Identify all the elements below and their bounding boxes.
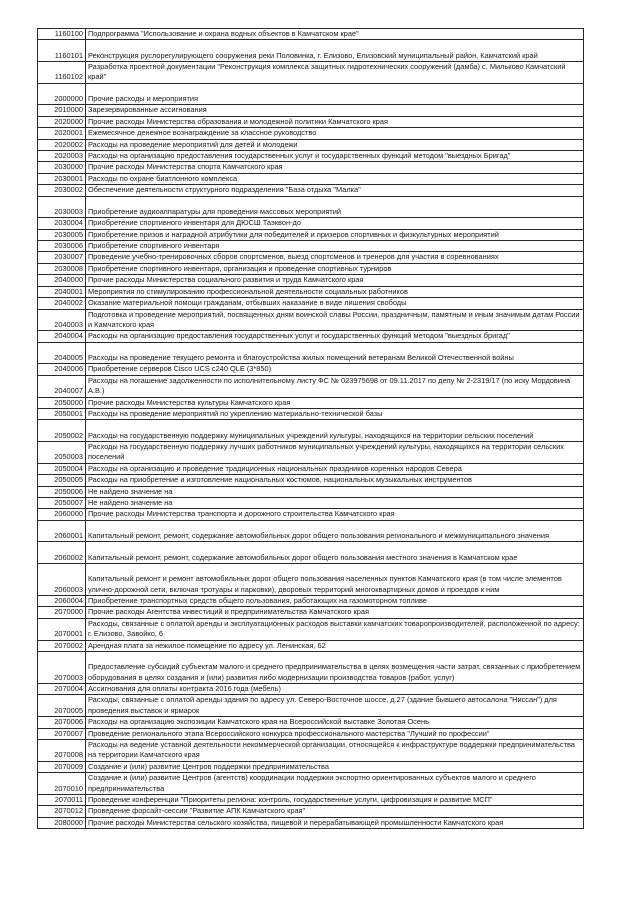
row-description: Создание и (или) развитие Центров поддержки предпринимательства: [86, 761, 584, 772]
row-code: 2030004: [38, 218, 86, 229]
row-code: 2050003: [38, 441, 86, 463]
row-code: 2070007: [38, 728, 86, 739]
table-row: [38, 486, 584, 497]
table-row: [38, 218, 584, 229]
row-description: Расходы на погашение задолженности по исполнительному листу ФС № 023975698 от 09.11.2017 по делу № 2-2319/17 (по иску Мордовина А.В.): [86, 375, 584, 397]
row-code: 2000000: [38, 83, 86, 105]
row-code: 2040006: [38, 364, 86, 375]
row-description: Приобретение спортивного инвентаря для ДЮСШ Таэквон-до: [86, 218, 584, 229]
row-code: 2070009: [38, 761, 86, 772]
table-row: [38, 761, 584, 772]
row-description: Подпрограмма "Использование и охрана водных объектов в Камчатском крае": [86, 29, 584, 40]
row-code: 2070003: [38, 652, 86, 684]
row-description: Прочие расходы Агентства инвестиций и предпринимательства Камчатского края: [86, 607, 584, 618]
row-description: Не найдено значение на: [86, 486, 584, 497]
row-description: Ежемесячное денежное вознаграждение за классное руководство: [86, 128, 584, 139]
table-row: [38, 595, 584, 606]
row-description: Разработка проектной документации "Реконструкция комплекса защитных гидротехнических сооружений (дамба) с. Мильково Камчатский край": [86, 62, 584, 84]
table-row: [38, 773, 584, 795]
row-code: 2020000: [38, 116, 86, 127]
row-description: Проведение регионального этапа Всероссийского конкурса профессионального мастерства "Лучший по профессии": [86, 728, 584, 739]
row-description: Проведение конференции "Приоритеты региона: контроль, государственные услуги, цифровизация и развитие МСП": [86, 795, 584, 806]
table-row: [38, 286, 584, 297]
table-row: [38, 817, 584, 828]
table-row: [38, 151, 584, 162]
table-row: [38, 497, 584, 508]
row-code: 2030002: [38, 185, 86, 196]
row-code: 2030007: [38, 252, 86, 263]
table-row: [38, 618, 584, 640]
row-description: Приобретение спортивного инвентаря, организация и проведение спортивных турниров: [86, 263, 584, 274]
row-code: 2050002: [38, 420, 86, 442]
row-code: 2040007: [38, 375, 86, 397]
row-code: 2030008: [38, 263, 86, 274]
row-code: 2070001: [38, 618, 86, 640]
row-code: 2030005: [38, 229, 86, 240]
table-row: [38, 331, 584, 342]
row-description: Прочие расходы Министерства сельского хозяйства, пищевой и перерабатывающей промышленности Камчатского края: [86, 817, 584, 828]
table-row: [38, 420, 584, 442]
table-row: [38, 542, 584, 564]
table-row: [38, 364, 584, 375]
row-code: 2070012: [38, 806, 86, 817]
row-code: 2020003: [38, 151, 86, 162]
table-row: [38, 806, 584, 817]
row-code: 2040004: [38, 331, 86, 342]
table-row: [38, 252, 584, 263]
row-code: 2040001: [38, 286, 86, 297]
table-row: [38, 263, 584, 274]
table-row: [38, 695, 584, 717]
table-row: [38, 275, 584, 286]
table-row: [38, 563, 584, 595]
row-description: Прочие расходы Министерства культуры Камчатского края: [86, 397, 584, 408]
table-row: [38, 128, 584, 139]
row-code: 2070005: [38, 695, 86, 717]
table-row: [38, 740, 584, 762]
row-code: 2030006: [38, 241, 86, 252]
row-code: 2050004: [38, 463, 86, 474]
table-row: [38, 342, 584, 364]
row-code: 2060003: [38, 563, 86, 595]
table-row: [38, 795, 584, 806]
row-description: Расходы по охране биатлонного комплекса: [86, 173, 584, 184]
row-description: Капитальный ремонт, ремонт, содержание автомобильных дорог общего пользования местного значения в Камчатском крае: [86, 542, 584, 564]
row-code: 2070010: [38, 773, 86, 795]
table-row: [38, 162, 584, 173]
table-row: [38, 196, 584, 218]
table-row: [38, 139, 584, 150]
table-row: [38, 29, 584, 40]
table-row: [38, 375, 584, 397]
table-row: [38, 475, 584, 486]
row-code: 2040002: [38, 298, 86, 309]
row-description: Приобретение транспортных средств общего пользования, работающих на газомоторном топливе: [86, 595, 584, 606]
row-code: 2010000: [38, 105, 86, 116]
row-description: Капитальный ремонт, ремонт, содержание автомобильных дорог общего пользования регионального и межмуниципального значения: [86, 520, 584, 542]
row-code: 2050006: [38, 486, 86, 497]
table-row: [38, 652, 584, 684]
table-row: [38, 684, 584, 695]
row-description: Прочие расходы и мероприятия: [86, 83, 584, 105]
row-code: 1160102: [38, 62, 86, 84]
row-code: 1160101: [38, 40, 86, 62]
row-description: Реконструкция руслорегулирующего сооружения реки Половинка, г. Елизово, Елизовский муниципальный район, Камчатский край: [86, 40, 584, 62]
row-description: Проведение учебно-тренировочных сборов спортсменов, выезд спортсменов и тренеров для участия в соревнованиях: [86, 252, 584, 263]
table-row: [38, 397, 584, 408]
row-code: 2050007: [38, 497, 86, 508]
row-code: 2040000: [38, 275, 86, 286]
row-code: 2070008: [38, 740, 86, 762]
row-code: 1160100: [38, 29, 86, 40]
table-row: [38, 520, 584, 542]
row-description: Прочие расходы Министерства спорта Камчатского края: [86, 162, 584, 173]
table-row: [38, 241, 584, 252]
row-description: Расходы на организацию предоставления государственных услуг и государственных функций методом "выездных бригад": [86, 331, 584, 342]
row-description: Приобретение призов и наградной атрибутики для победителей и призеров спортивных и физкультурных мероприятий: [86, 229, 584, 240]
table-row: [38, 298, 584, 309]
row-description: Расходы на проведение мероприятий по укреплению материально-технической базы: [86, 408, 584, 419]
row-code: 2020002: [38, 139, 86, 150]
row-description: Расходы на приобретение и изготовление национальных костюмов, национальных музыкальных инструментов: [86, 475, 584, 486]
row-code: 2020001: [38, 128, 86, 139]
table-row: [38, 728, 584, 739]
row-description: Подготовка и проведение мероприятий, посвященных дням воинской славы России, праздничным, памятным и иным значимым датам России и Камчатского края: [86, 309, 584, 331]
table-row: [38, 40, 584, 62]
row-description: Проведение форсайт-сессии "Развитие АПК Камчатского края": [86, 806, 584, 817]
row-code: 2060002: [38, 542, 86, 564]
table-row: [38, 408, 584, 419]
table-row: [38, 640, 584, 651]
row-code: 2040003: [38, 309, 86, 331]
row-description: Приобретение спортивного инвентаря: [86, 241, 584, 252]
row-description: Не найдено значение на: [86, 497, 584, 508]
row-code: 2070011: [38, 795, 86, 806]
row-code: 2040005: [38, 342, 86, 364]
row-description: Создание и (или) развитие Центров (агентств) координации поддержки экспортно ориентированных субъектов малого и среднего предпринимательства: [86, 773, 584, 795]
row-code: 2050005: [38, 475, 86, 486]
table-row: [38, 62, 584, 84]
row-description: Расходы на проведение текущего ремонта и благоустройства жилых помещений ветеранам Великой Отечественной войны: [86, 342, 584, 364]
row-description: Расходы на государственную поддержку муниципальных учреждений культуры, находящихся на территории сельских поселений: [86, 420, 584, 442]
row-code: 2050001: [38, 408, 86, 419]
row-description: Ассигнования для оплаты контракта 2016 года (мебель): [86, 684, 584, 695]
row-description: Прочие расходы Министерства образования и молодежной политики Камчатского края: [86, 116, 584, 127]
row-description: Арендная плата за нежилое помещение по адресу ул. Ленинская, 62: [86, 640, 584, 651]
budget-code-rows: [38, 29, 584, 829]
row-description: Прочие расходы Министерства социального развития и труда Камчатского края: [86, 275, 584, 286]
row-code: 2060001: [38, 520, 86, 542]
row-code: 2030003: [38, 196, 86, 218]
row-description: Расходы на государственную поддержку лучших работников муниципальных учреждений культуры, находящихся на территории сельских поселений: [86, 441, 584, 463]
row-description: Приобретение серверов Cisco UCS c240 QLE (3*850): [86, 364, 584, 375]
row-code: 2030001: [38, 173, 86, 184]
budget-code-table: [37, 28, 584, 829]
row-code: 2060004: [38, 595, 86, 606]
row-code: 2070006: [38, 717, 86, 728]
row-description: Предоставление субсидий субъектам малого и среднего предпринимательства в целях возмещения части затрат, связанных с приобретением оборудования в целях создания и (или) развития либо модернизации производства товаров (работ, услуг): [86, 652, 584, 684]
row-description: Расходы на организацию экспозиции Камчатского края на Всероссийской выставке Золотая Осень: [86, 717, 584, 728]
row-description: Приобретение аудиоаппаратуры для проведения массовых мероприятий: [86, 196, 584, 218]
row-description: Расходы на организацию предоставления государственных услуг и государственных функций методом "выездных Бригад": [86, 151, 584, 162]
row-code: 2070000: [38, 607, 86, 618]
table-row: [38, 717, 584, 728]
table-row: [38, 509, 584, 520]
table-row: [38, 185, 584, 196]
row-description: Расходы, связанные с оплатой аренды и эксплуатационных расходов выставки камчатских товаропроизводителей, расположенной по адресу: г. Елизово, Завойко, 6: [86, 618, 584, 640]
table-row: [38, 173, 584, 184]
row-description: Мероприятия по стимулированию профессиональной деятельности социальных работников: [86, 286, 584, 297]
row-code: 2070002: [38, 640, 86, 651]
table-row: [38, 229, 584, 240]
row-description: Прочие расходы Министерства транспорта и дорожного строительства Камчатского края: [86, 509, 584, 520]
row-code: 2080000: [38, 817, 86, 828]
row-code: 2030000: [38, 162, 86, 173]
row-code: 2050000: [38, 397, 86, 408]
row-description: Расходы на проведение мероприятий для детей и молодежи: [86, 139, 584, 150]
row-description: Расходы на ведение уставной деятельности некоммерческой организации, относящейся к инфраструктуре поддержки предпринимательства на территории Камчатского края: [86, 740, 584, 762]
table-row: [38, 463, 584, 474]
row-description: Обеспечение деятельности структурного подразделения "База отдыха "Малка": [86, 185, 584, 196]
table-row: [38, 83, 584, 105]
row-description: Зарезервированные ассигнования: [86, 105, 584, 116]
row-code: 2060000: [38, 509, 86, 520]
row-code: 2070004: [38, 684, 86, 695]
row-description: Расходы, связанные с оплатой аренды здания по адресу ул. Северо-Восточное шоссе, д.27 (здание бывшего автосалона "Ниссан") для проведения выставок и ярмарок: [86, 695, 584, 717]
row-description: Расходы на организацию и проведение традиционных национальных праздников коренных народов Севера: [86, 463, 584, 474]
table-row: [38, 607, 584, 618]
row-description: Оказание материальной помощи гражданам, отбывших наказание в виде лишения свободы: [86, 298, 584, 309]
table-row: [38, 116, 584, 127]
table-row: [38, 105, 584, 116]
table-row: [38, 309, 584, 331]
table-row: [38, 441, 584, 463]
document-page: [37, 28, 584, 829]
row-description: Капитальный ремонт и ремонт автомобильных дорог общего пользования населенных пунктов Камчатского края (в том числе элементов улично-дорожной сети, включая тротуары и парковки), дворовых территорий многоквартирных домов и проездов к ним: [86, 563, 584, 595]
